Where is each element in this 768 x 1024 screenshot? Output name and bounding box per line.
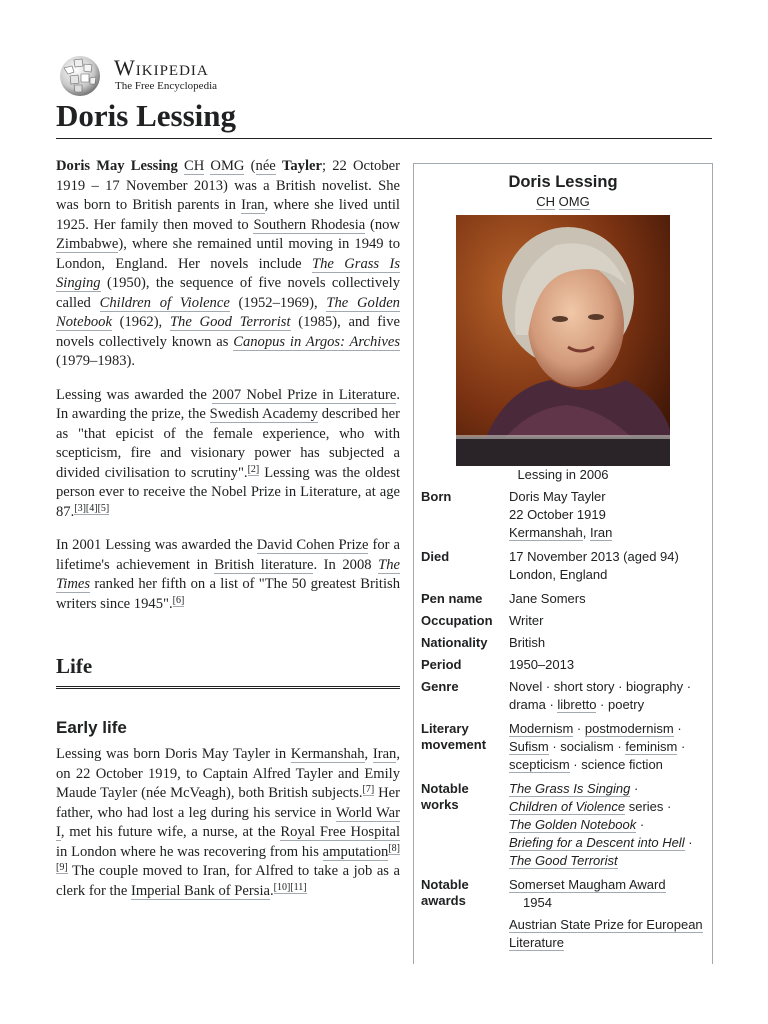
infobox-label: Born — [421, 489, 452, 504]
austrian-state-prize-link[interactable]: Austrian State Prize for European Literature — [509, 917, 703, 950]
iran-link[interactable]: Iran — [241, 197, 265, 213]
infobox-row-occupation — [414, 612, 712, 630]
portrait-caption: Lessing in 2006 — [517, 467, 609, 482]
work-item — [509, 780, 705, 798]
article-body — [56, 157, 400, 915]
infobox-row-notable-awards — [414, 876, 712, 952]
intro-text: (1950), the sequence of five novels collectively called — [56, 275, 400, 311]
infobox-label: Period — [421, 657, 462, 672]
intro-paragraph-1 — [56, 157, 400, 372]
link-title: The Good Terrorist — [169, 314, 291, 330]
infobox-label: Pen name — [421, 591, 483, 606]
infobox-label: Nationality — [421, 635, 488, 650]
children-of-violence-link[interactable] — [509, 799, 625, 815]
nobel-prize-link[interactable]: 2007 Nobel Prize in Literature — [211, 386, 397, 403]
separator: · — [569, 757, 582, 772]
body-text: in London where he was recovering from his — [56, 843, 323, 860]
infobox-row-literary-movement — [414, 720, 712, 774]
intro-paragraph-3 — [56, 536, 400, 614]
intro-text: ; 22 October 1919 – 17 November 2013) was a British novelist. She was born to British parents in — [56, 158, 400, 213]
link-title: The Grass Is Singing — [56, 255, 400, 291]
intro-text: (1962), — [111, 314, 170, 330]
separator: · — [684, 835, 693, 850]
ch-link[interactable]: CH — [183, 158, 205, 174]
infobox-row-pen-name — [414, 590, 712, 608]
royal-free-hospital-link[interactable]: Royal Free Hospital — [280, 824, 401, 840]
intro-text: ), where she remained until moving in 1949 to London, England. Her novels include — [56, 236, 400, 272]
died-date: 17 November 2013 (aged 94) — [509, 549, 679, 564]
infobox-value — [509, 488, 705, 542]
infobox-value — [509, 548, 705, 584]
work-item — [509, 852, 705, 870]
infobox-value: Writer — [509, 613, 544, 628]
good-terrorist-link[interactable] — [509, 853, 618, 869]
died-place: London, England — [509, 567, 608, 582]
zimbabwe-link[interactable]: Zimbabwe — [56, 236, 119, 252]
feminism-link[interactable]: feminism — [625, 739, 678, 754]
intro-text: (1979–1983). — [56, 353, 136, 369]
intro-text: In 2001 Lessing was awarded the — [56, 537, 257, 553]
infobox-row-period — [414, 656, 712, 674]
award-item — [509, 876, 705, 894]
sufism-link[interactable]: Sufism — [509, 739, 549, 754]
intro-text: (1985), and five novels collectively known as — [56, 314, 400, 350]
amputation-link[interactable]: amputation — [322, 843, 389, 860]
intro-text: Lessing was the oldest person ever to receive the Nobel Prize in Literature, at age 87. — [56, 464, 400, 520]
body-text: The couple moved to Iran, for Alfred to take a job as a clerk for the — [56, 863, 400, 899]
british-literature-link[interactable]: British literature — [214, 556, 314, 573]
reference-link[interactable]: [7] — [362, 784, 375, 795]
infobox-row-born — [414, 488, 712, 542]
children-of-violence-link[interactable] — [100, 295, 230, 312]
canopus-link[interactable] — [233, 334, 400, 351]
infobox-label: Literary movement — [421, 721, 487, 752]
wikipedia-logo[interactable] — [56, 54, 256, 98]
infobox-row-genre — [414, 678, 712, 714]
libretto-link[interactable]: libretto — [557, 697, 597, 712]
body-text: , met his future wife, a nurse, at the — [60, 824, 281, 840]
work-item — [509, 816, 705, 834]
kermanshah-link[interactable]: Kermanshah — [290, 746, 365, 762]
genre-text: · poetry — [596, 697, 645, 712]
born-place — [509, 524, 705, 542]
reference-link[interactable]: [10][11] — [273, 881, 307, 893]
wikipedia-tagline: The Free Encyclopedia — [115, 80, 218, 92]
body-text: Lessing was born Doris May Tayler in — [56, 746, 291, 762]
link-title: Children of Violence — [99, 294, 230, 311]
body-text: . — [269, 882, 274, 899]
separator: · — [573, 721, 585, 736]
infobox-value — [509, 876, 705, 952]
separator: · — [677, 739, 686, 754]
intro-text: for a lifetime's achievement in — [56, 537, 400, 573]
birth-surname: Tayler — [281, 158, 322, 174]
separator: · — [673, 721, 682, 736]
award-year: 1954 — [523, 895, 552, 910]
imperial-bank-link[interactable]: Imperial Bank of Persia — [130, 882, 270, 899]
portrait-image[interactable] — [456, 215, 670, 466]
series-text: series — [625, 799, 664, 814]
work-title: Children of Violence — [509, 799, 626, 814]
paren-text: ( — [250, 158, 256, 174]
omg-link[interactable]: OMG — [558, 194, 590, 209]
iran-link[interactable]: Iran — [589, 525, 613, 540]
omg-link[interactable]: OMG — [210, 158, 245, 174]
separator: · — [630, 781, 639, 796]
link-title: Canopus in Argos: Archives — [233, 333, 401, 350]
reference-link[interactable]: [6] — [172, 594, 185, 606]
work-title: The Golden Notebook — [509, 817, 637, 832]
good-terrorist-link[interactable] — [170, 314, 291, 331]
iran-link[interactable]: Iran — [372, 746, 397, 762]
modernism-link[interactable]: Modernism — [509, 721, 574, 736]
infobox-row-nationality — [414, 634, 712, 652]
infobox-label: Notable works — [421, 781, 469, 812]
intro-text: , where she lived until 1925. Her family then moved to — [56, 197, 400, 233]
award-item — [509, 916, 705, 952]
ch-link[interactable]: CH — [536, 194, 556, 209]
infobox — [413, 163, 713, 964]
southern-rhodesia-link[interactable]: Southern Rhodesia — [253, 216, 366, 233]
work-title: The Good Terrorist — [509, 853, 618, 868]
wikipedia-globe-icon — [56, 54, 104, 98]
infobox-value — [509, 780, 705, 870]
intro-text: described her as "that epicist of the female experience, who with scepticism, fire and visionary power has subjected a divided civilisation to scrutiny". — [56, 406, 400, 481]
infobox-rows — [414, 488, 712, 956]
science-fiction-text: science fiction — [581, 757, 663, 772]
infobox-value: Jane Somers — [509, 591, 586, 606]
link-title: The Times — [56, 556, 400, 592]
intro-text: (now — [365, 216, 400, 233]
born-name: Doris May Tayler — [509, 489, 606, 504]
intro-text: (1952–1969), — [229, 294, 327, 311]
work-item — [509, 834, 705, 852]
infobox-label: Died — [421, 549, 450, 564]
golden-notebook-link[interactable] — [509, 817, 636, 833]
body-text: , on 22 October 1919, to Captain Alfred Tayler and Emily Maude Tayler (née McVeagh), both British subjects. — [56, 746, 401, 801]
scepticism-link[interactable]: scepticism — [509, 757, 570, 772]
section-heading-early-life: Early life — [56, 718, 127, 737]
page-title: Doris Lessing — [56, 96, 712, 139]
body-text: Her father, who had lost a leg during his service in — [56, 785, 400, 821]
infobox-label: Notable awards — [421, 877, 469, 908]
separator: · — [636, 817, 645, 832]
intro-text: Lessing was awarded the — [56, 386, 212, 403]
intro-text: . In awarding the prize, the — [56, 386, 400, 422]
early-life-paragraph — [56, 745, 400, 901]
david-cohen-prize-link[interactable]: David Cohen Prize — [256, 537, 369, 553]
kermanshah-link[interactable]: Kermanshah — [509, 525, 583, 540]
link-title: The Golden Notebook — [56, 294, 400, 330]
reference-link[interactable]: [3][4][5] — [74, 502, 110, 514]
infobox-value — [509, 720, 705, 774]
postmodernism-link[interactable]: postmodernism — [584, 721, 674, 736]
infobox-value — [509, 678, 705, 714]
work-title: Briefing for a Descent into Hell — [509, 835, 685, 850]
work-title: The Grass Is Singing — [509, 781, 631, 796]
infobox-label: Occupation — [421, 613, 493, 628]
reference-link[interactable]: [8][9] — [56, 842, 400, 873]
swedish-academy-link[interactable]: Swedish Academy — [209, 406, 318, 422]
infobox-value: 1950–2013 — [509, 657, 575, 672]
born-date: 22 October 1919 — [509, 507, 606, 522]
nee-link[interactable]: née — [255, 158, 276, 174]
infobox-row-notable-works — [414, 780, 712, 870]
work-item — [509, 798, 705, 816]
somerset-maugham-award-link[interactable]: Somerset Maugham Award — [509, 877, 666, 892]
separator: · — [663, 799, 672, 814]
briefing-link[interactable] — [509, 835, 685, 851]
infobox-title: Doris Lessing — [508, 173, 618, 191]
separator: · — [613, 739, 626, 754]
separator: · — [548, 739, 561, 754]
infobox-row-died — [414, 548, 712, 584]
body-text: , — [364, 746, 373, 762]
infobox-honours — [414, 193, 712, 211]
reference-link[interactable]: [2] — [247, 463, 260, 475]
intro-text: . In 2008 — [313, 556, 379, 573]
intro-paragraph-2 — [56, 386, 400, 523]
genre-text: Novel · short story · biography · drama · — [509, 679, 692, 712]
infobox-label: Genre — [421, 679, 459, 694]
socialism-text: socialism — [560, 739, 614, 754]
separator: , — [582, 525, 590, 540]
section-heading-life: Life — [56, 652, 400, 689]
subject-name: Doris May Lessing — [56, 158, 178, 174]
wikipedia-wordmark: Wikipedia — [114, 55, 209, 80]
grass-is-singing-link[interactable] — [509, 781, 630, 797]
world-war-1-link[interactable]: World War I — [56, 804, 400, 840]
intro-text: ranked her fifth on a list of "The 50 greatest British writers since 1945". — [56, 576, 400, 612]
infobox-value: British — [509, 635, 546, 650]
